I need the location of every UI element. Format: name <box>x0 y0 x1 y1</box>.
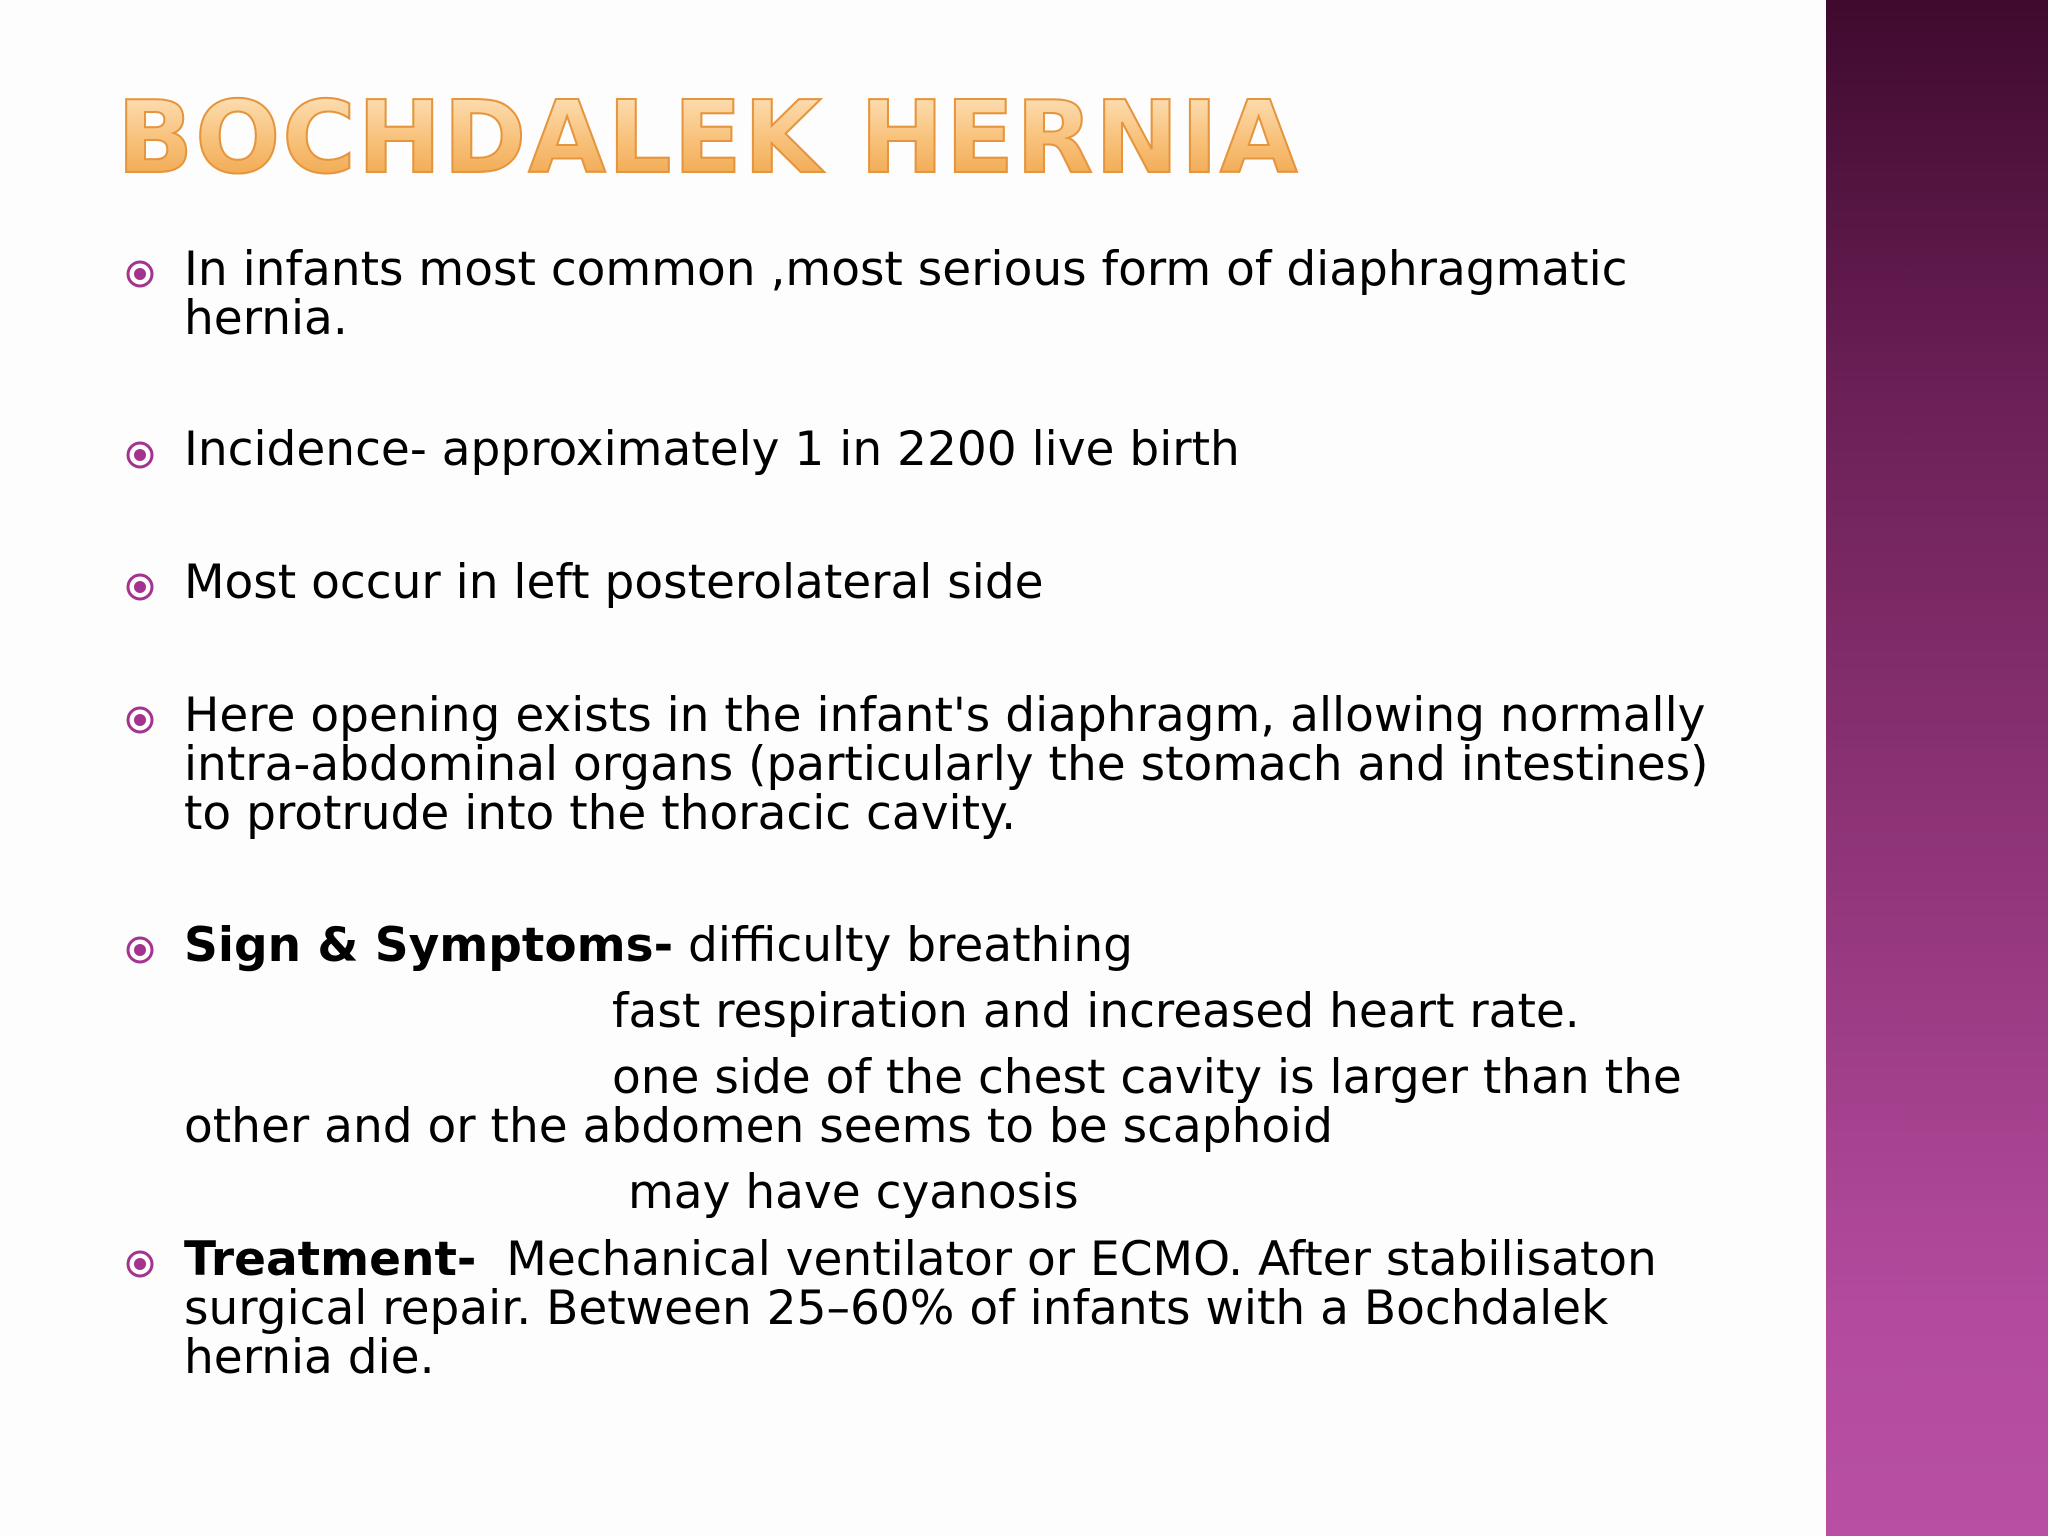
circled-dot-icon <box>125 935 155 965</box>
point-1-line-2: hernia. <box>184 291 348 346</box>
symptom-line-5: may have cyanosis <box>628 1165 1079 1220</box>
point-1-line-1: In infants most common ,most serious form of diaphragmatic <box>184 242 1628 297</box>
slide-title: BOCHDALEK HERNIA <box>117 79 1300 196</box>
circled-dot-icon <box>125 440 155 470</box>
point-5-line-1 <box>184 918 1133 973</box>
point-4-line-2: intra-abdominal organs (particularly the stomach and intestines) <box>184 737 1709 792</box>
point-2-text: Incidence- approximately 1 in 2200 live birth <box>184 422 1240 477</box>
point-6-line-2: surgical repair. Between 25–60% of infants with a Bochdalek <box>184 1281 1609 1336</box>
treatment-label: Treatment- <box>184 1232 477 1287</box>
circled-dot-icon <box>125 705 155 735</box>
circled-dot-icon <box>125 259 155 289</box>
symptom-line-2: fast respiration and increased heart rate. <box>612 984 1580 1039</box>
signs-symptoms-label: Sign & Symptoms- <box>184 918 674 973</box>
side-decorative-band <box>1826 0 2048 1536</box>
circled-dot-icon <box>125 572 155 602</box>
signs-symptoms-text: difficulty breathing <box>673 918 1133 973</box>
circled-dot-icon <box>125 1249 155 1279</box>
treatment-text: Mechanical ventilator or ECMO. After stabilisaton <box>476 1232 1657 1287</box>
symptom-line-3: one side of the chest cavity is larger than the <box>612 1050 1682 1105</box>
symptom-line-4: other and or the abdomen seems to be scaphoid <box>184 1099 1333 1154</box>
point-6-line-3: hernia die. <box>184 1330 435 1385</box>
point-4-line-3: to protrude into the thoracic cavity. <box>184 786 1017 841</box>
point-3-text: Most occur in left posterolateral side <box>184 555 1044 610</box>
point-6-line-1 <box>184 1232 1657 1287</box>
point-4-line-1: Here opening exists in the infant's diaphragm, allowing normally <box>184 688 1706 743</box>
